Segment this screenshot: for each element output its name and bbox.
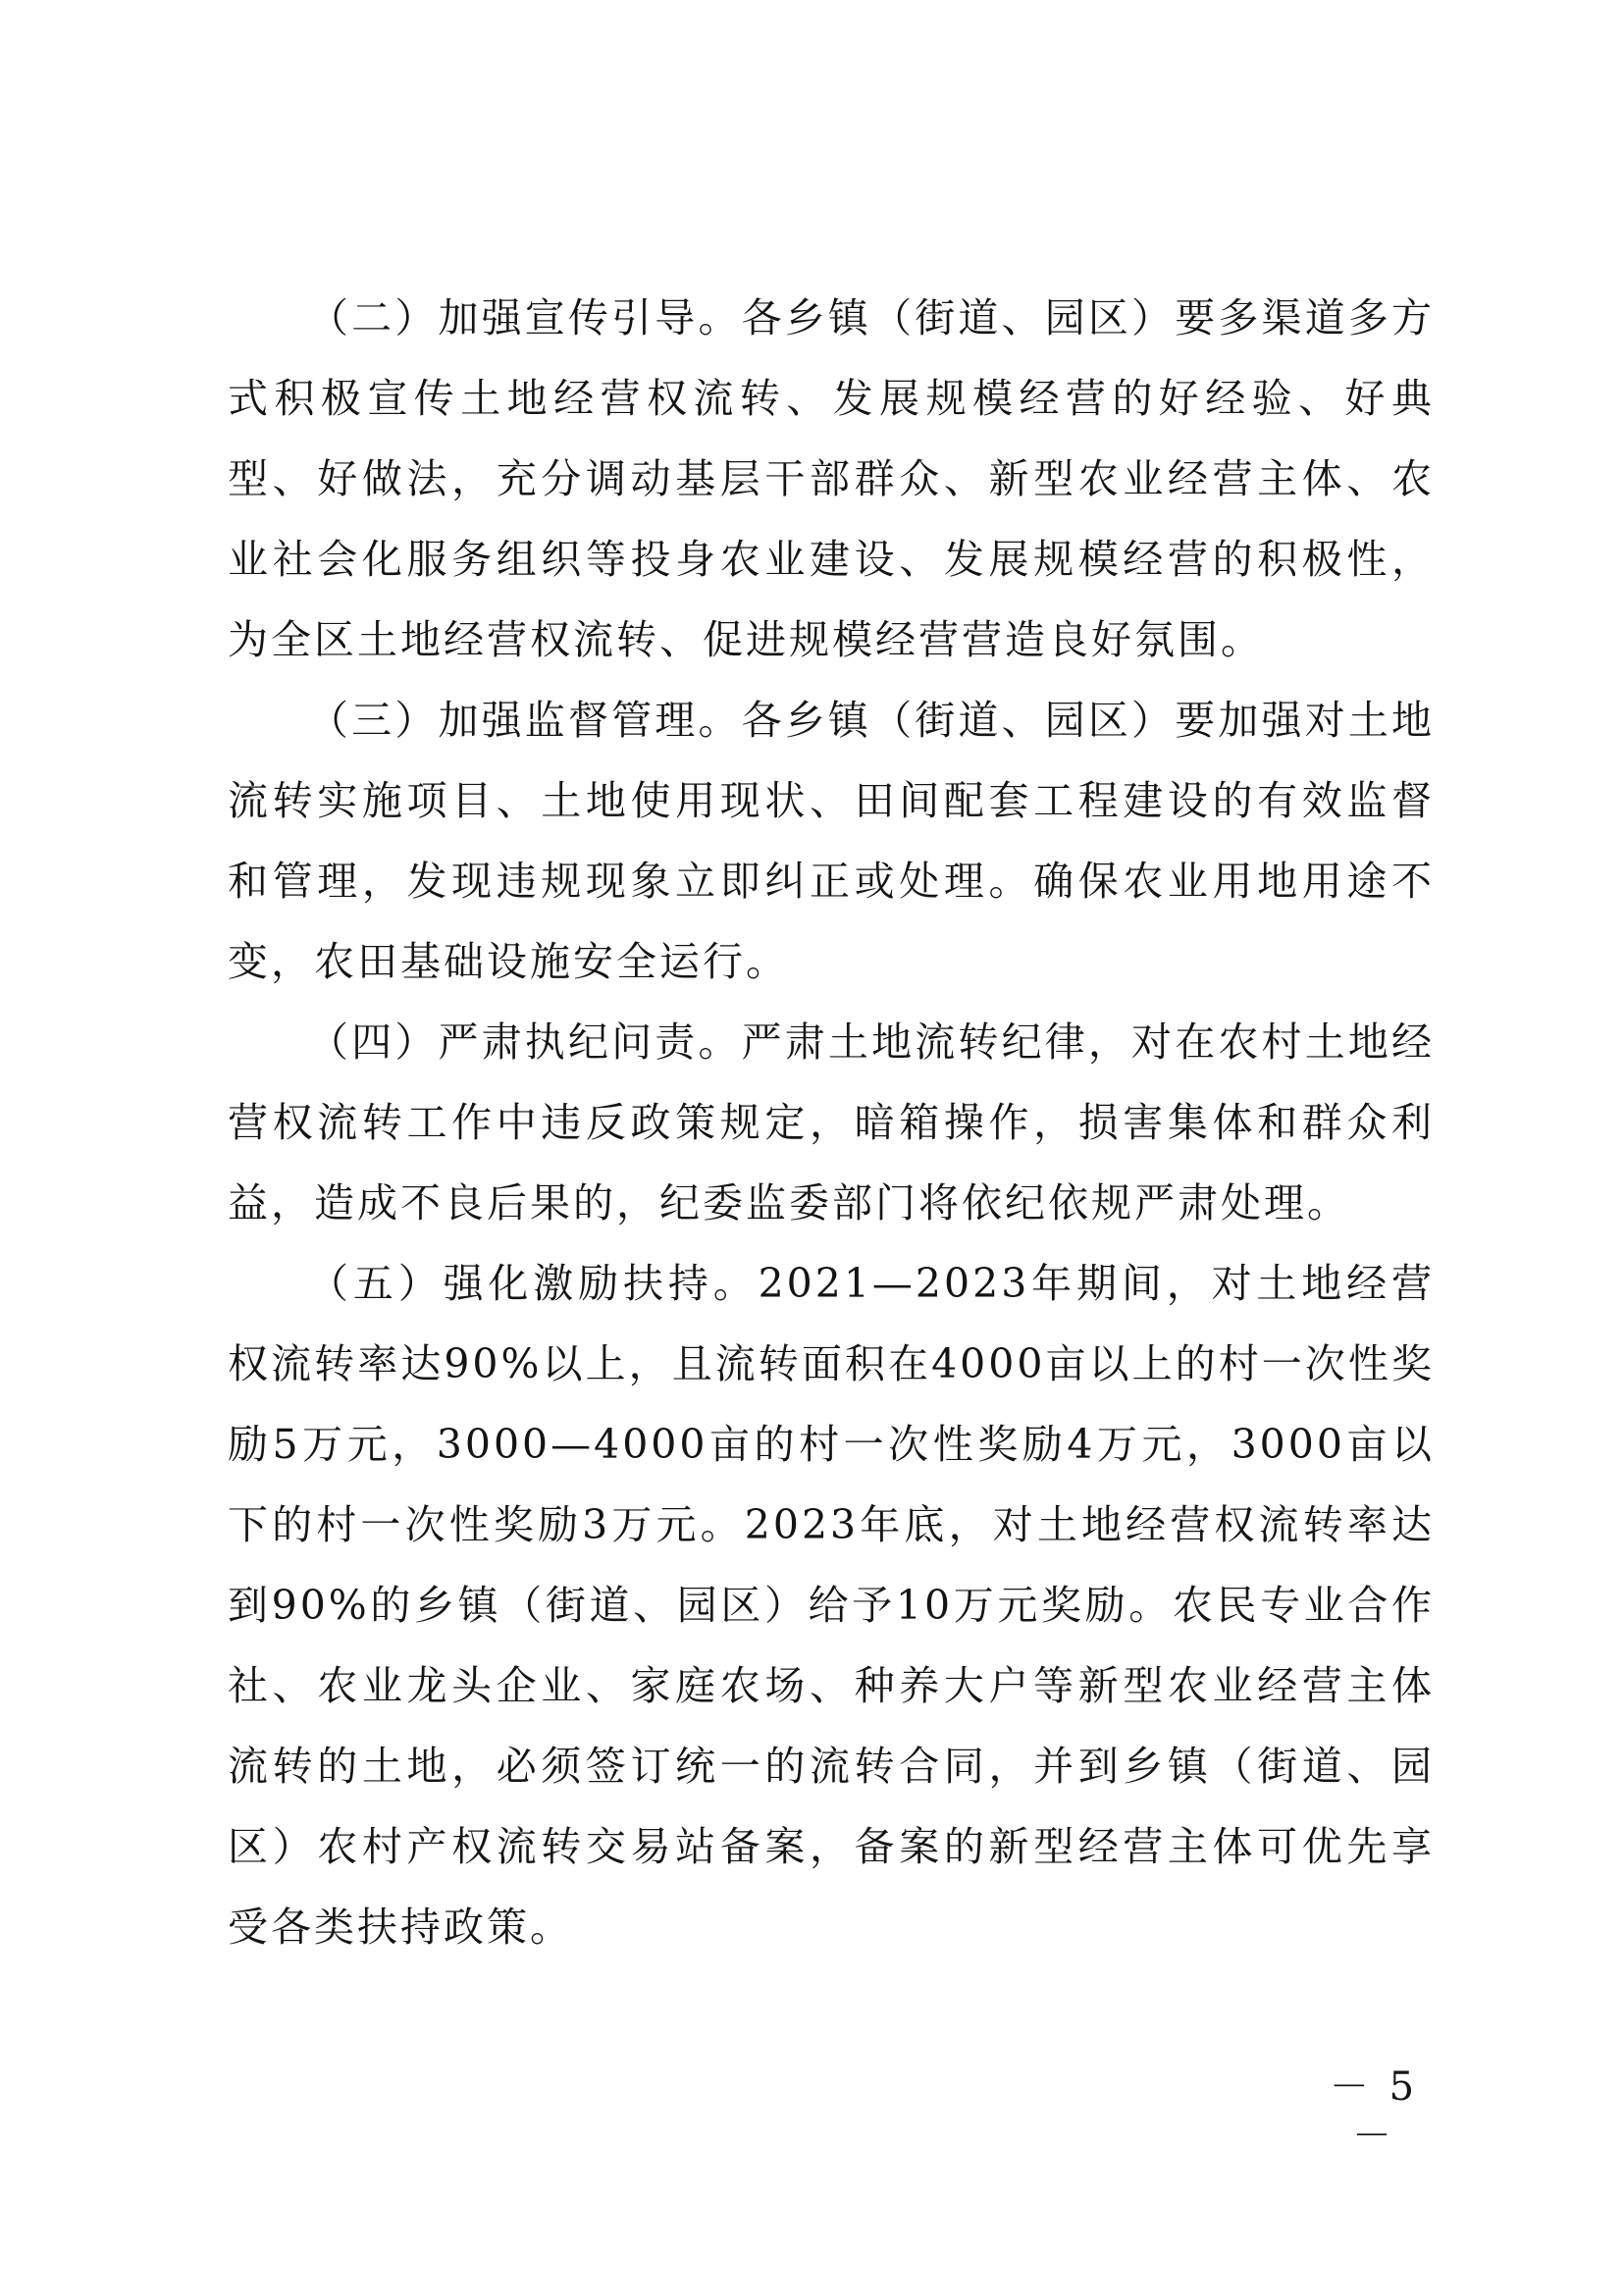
paragraph-publicity (228, 278, 1435, 680)
paragraph-text: 严肃土地流转纪律，对在农村土地经营权流转工作中违反政策规定，暗箱操作，损害集体和群众利益，造成不良后果的，纪委监委部门将依纪依规严肃处理。 (228, 1018, 1436, 1226)
document-body (228, 278, 1435, 1967)
paragraph-incentives (228, 1243, 1435, 1967)
paragraph-heading: （四）严肃执纪问责。 (308, 1018, 742, 1066)
page-number: － 5 － (1329, 2064, 1419, 2159)
paragraph-text: 各乡镇（街道、园区）要加强对土地流转实施项目、土地使用现状、田间配套工程建设的有效监督和管理，发现违规现象立即纠正或处理。确保农业用地用途不变，农田基础设施安全运行。 (228, 697, 1436, 985)
paragraph-supervision (228, 680, 1435, 1002)
paragraph-text: 2021—2023年期间，对土地经营权流转率达90%以上，且流转面积在4000亩以上的村一次性奖励5万元，3000—4000亩的村一次性奖励4万元，3000亩以下的村一次性奖励3万元。2023年底，对土地经营权流转率达到90%的乡镇（街道、园区）给予10万元奖励。农民专业合作社、农业龙头企业、家庭农场、种养大户等新型农业经营主体流转的土地，必须签订统一的流转合同，并到乡镇（街道、园区）农村产权流转交易站备案，备案的新型经营主体可优先享受各类扶持政策。 (228, 1260, 1436, 1951)
paragraph-heading: （五）强化激励扶持。 (308, 1260, 759, 1307)
paragraph-text: 各乡镇（街道、园区）要多渠道多方式积极宣传土地经营权流转、发展规模经营的好经验、好典型、好做法，充分调动基层干部群众、新型农业经营主体、农业社会化服务组织等投身农业建设、发展规模经营的积极性，为全区土地经营权流转、促进规模经营营造良好氛围。 (228, 294, 1436, 663)
paragraph-heading: （三）加强监督管理。 (308, 697, 742, 744)
paragraph-heading: （二）加强宣传引导。 (308, 294, 742, 341)
paragraph-accountability (228, 1002, 1435, 1243)
